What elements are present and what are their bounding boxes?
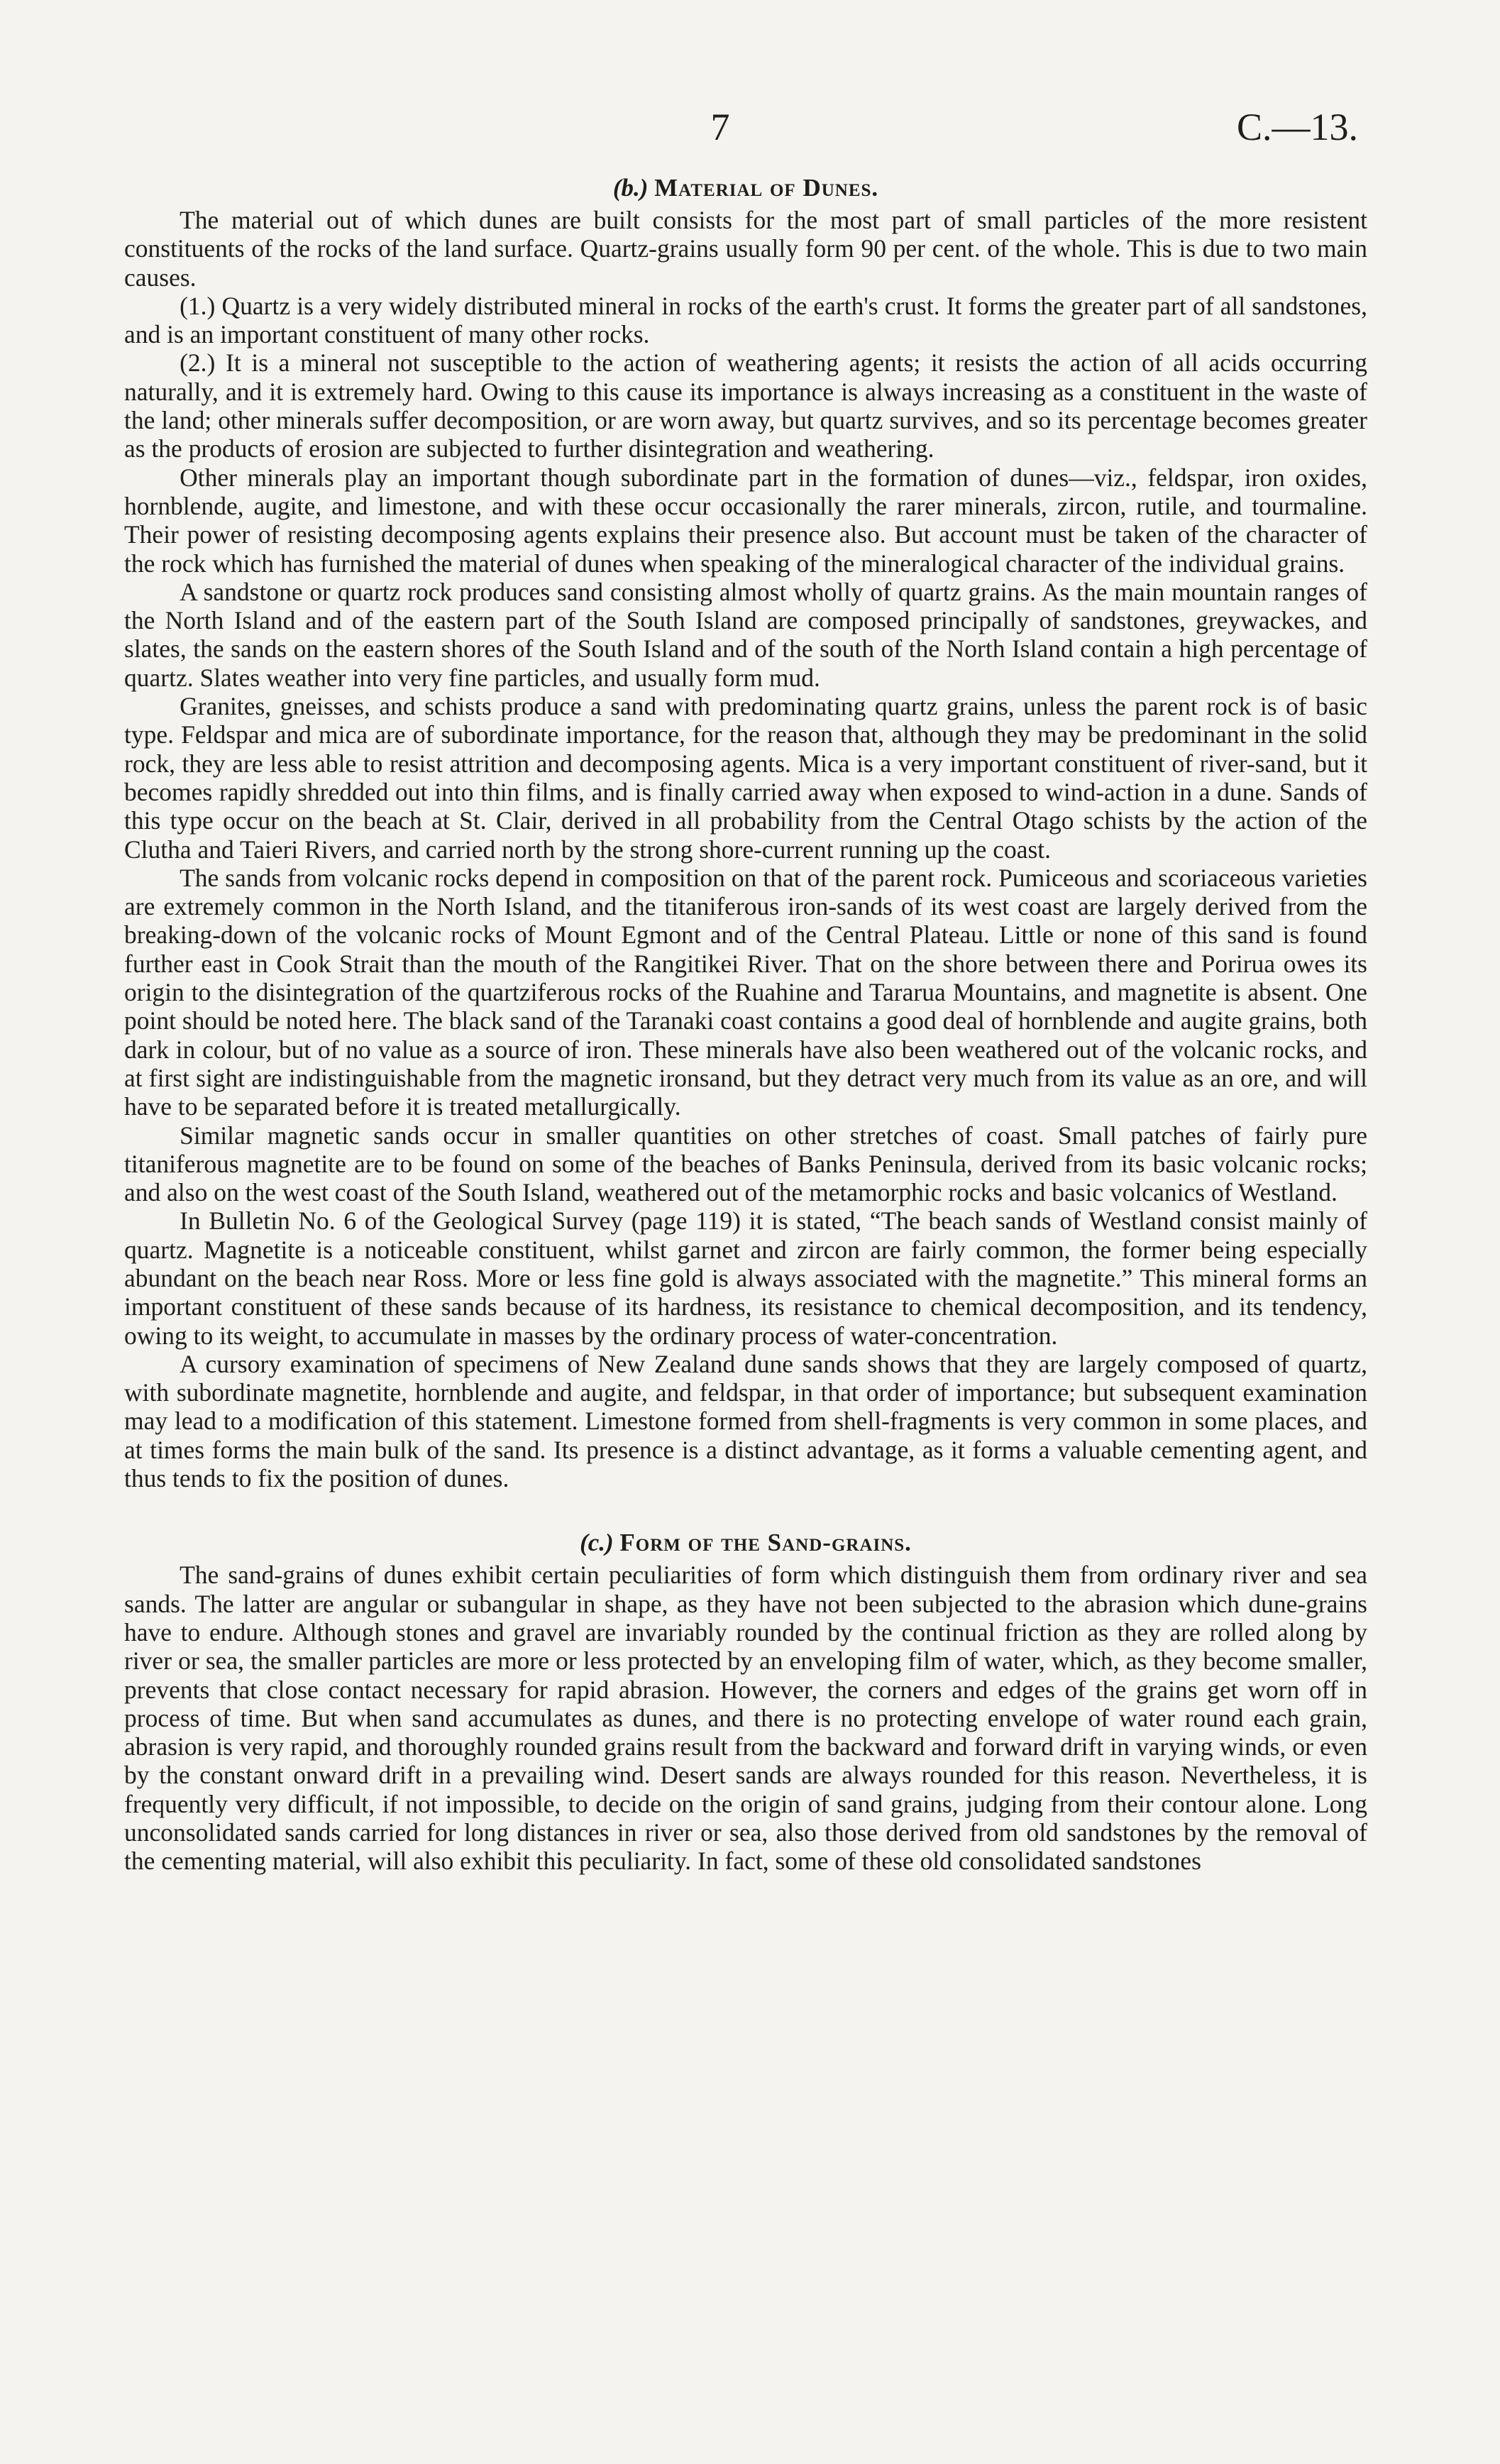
paragraph: The material out of which dunes are built consists for the most part of small particles of the more resistent constituents of the rocks of the land surface. Quartz-grains usually form 90 per cent. of the whole. This is due to two main causes. (124, 206, 1367, 292)
paragraph: Granites, gneisses, and schists produce a sand with predominating quartz grains, unless the parent rock is of basic type. Feldspar and mica are of subordinate importance, for the reason that, although they may be predominant in the solid rock, they are less able to resist attrition and decomposing agents. Mica is a very important constituent of river-sand, but it becomes rapidly shredded out into thin films, and is finally carried away when exposed to wind-action in a dune. Sands of this type occur on the beach at St. Clair, derived in all probability from the Central Otago schists by the action of the Clutha and Taieri Rivers, and carried north by the strong shore-current running up the coast. (124, 692, 1367, 864)
document-body (124, 170, 1367, 1876)
section-gap (124, 1492, 1367, 1525)
paragraph: A cursory examination of specimens of New Zealand dune sands shows that they are largely composed of quartz, with subordinate magnetite, hornblende and augite, and feldspar, in that order of importance; but subsequent examination may lead to a modification of this statement. Limestone formed from shell-fragments is very common in some places, and at times forms the main bulk of the sand. Its presence is a distinct advantage, as it forms a valuable cementing agent, and thus tends to fix the position of dunes. (124, 1349, 1367, 1493)
paragraph: A sandstone or quartz rock produces sand consisting almost wholly of quartz grains. As the main mountain ranges of the North Island and of the eastern part of the South Island are composed principally of sandstones, greywackes, and slates, the sands on the eastern shores of the South Island and of the south of the North Island contain a high percentage of quartz. Slates weather into very fine particles, and usually form mud. (124, 577, 1367, 692)
paragraph: The sand-grains of dunes exhibit certain peculiarities of form which distinguish them from ordinary river and sea sands. The latter are angular or subangular in shape, as they have not been subjected to the abrasion which dune-grains have to endure. Although stones and gravel are invariably rounded by the continual friction as they are rolled along by river or sea, the smaller particles are more or less protected by an enveloping film of water, which, as they become smaller, prevents that close contact necessary for rapid abrasion. However, the corners and edges of the grains get worn off in process of time. But when sand accumulates as dunes, and there is no protecting envelope of water round each grain, abrasion is very rapid, and thoroughly rounded grains result from the backward and forward drift in varying winds, or even by the constant onward drift in a prevailing wind. Desert sands are always rounded for this reason. Nevertheless, it is frequently very difficult, if not impossible, to decide on the origin of sand grains, judging from their contour alone. Long unconsolidated sands carried for long distances in river or sea, also those derived from old sandstones by the removal of the cementing material, will also exhibit this peculiarity. In fact, some of these old consolidated sandstones (124, 1561, 1367, 1876)
section-heading-material-of-dunes (124, 170, 1367, 206)
paragraph: Similar magnetic sands occur in smaller quantities on other stretches of coast. Small patches of fairly pure titaniferous magnetite are to be found on some of the beaches of Banks Peninsula, derived from its basic volcanic rocks; and also on the west coast of the South Island, weathered out of the metamorphic rocks and basic volcanics of Westland. (124, 1121, 1367, 1207)
section-heading-form-of-sand-grains (124, 1525, 1367, 1561)
page-reference: C.—13. (1236, 106, 1358, 148)
paragraph: Other minerals play an important though subordinate part in the formation of dunes—viz., feldspar, iron oxides, hornblende, augite, and limestone, and with these occur occasionally the rarer minerals, zircon, rutile, and tourmaline. Their power of resisting decomposing agents explains their presence also. But account must be taken of the character of the rock which has furnished the material of dunes when speaking of the mineralogical character of the individual grains. (124, 463, 1367, 578)
paragraph: In Bulletin No. 6 of the Geological Survey (page 119) it is stated, “The beach sands of Westland consist mainly of quartz. Magnetite is a noticeable constituent, whilst garnet and zircon are fairly common, the former being especially abundant on the beach near Ross. More or less fine gold is always associated with the magnetite.” This mineral forms an important constituent of these sands because of its hardness, its resistance to chemical decomposition, and its tendency, owing to its weight, to accumulate in masses by the ordinary process of water-concentration. (124, 1206, 1367, 1350)
paragraph: (1.) Quartz is a very widely distributed mineral in rocks of the earth's crust. It forms the greater part of all sandstones, and is an important constituent of many other rocks. (124, 291, 1367, 349)
paragraph: (2.) It is a mineral not susceptible to the action of weathering agents; it resists the action of all acids occurring naturally, and it is extremely hard. Owing to this cause its importance is always increasing as a constituent in the waste of the land; other minerals suffer decomposition, or are worn away, but quartz survives, and so its percentage becomes greater as the products of erosion are subjected to further disintegration and weathering. (124, 348, 1367, 463)
section-title: Form of the Sand-grains. (619, 1529, 912, 1557)
section-label: (c.) (580, 1529, 614, 1557)
section-label: (b.) (612, 174, 649, 202)
paragraph: The sands from volcanic rocks depend in composition on that of the parent rock. Pumiceous and scoriaceous varieties are extremely common in the North Island, and the titaniferous iron-sands of its west coast are largely derived from the breaking-down of the volcanic rocks of Mount Egmont and of the Central Plateau. Little or none of this sand is found further east in Cook Strait than the mouth of the Rangitikei River. That on the shore between there and Porirua owes its origin to the disintegration of the quartziferous rocks of the Ruahine and Tararua Mountains, and magnetite is absent. One point should be noted here. The black sand of the Taranaki coast contains a good deal of hornblende and augite grains, both dark in colour, but of no value as a source of iron. These minerals have also been weathered out of the volcanic rocks, and at first sight are indistinguishable from the magnetic ironsand, but they detract very much from its value as an ore, and will have to be separated before it is treated metallurgically. (124, 863, 1367, 1121)
section-title: Material of Dunes. (654, 174, 879, 202)
page-number: 7 (710, 106, 730, 148)
